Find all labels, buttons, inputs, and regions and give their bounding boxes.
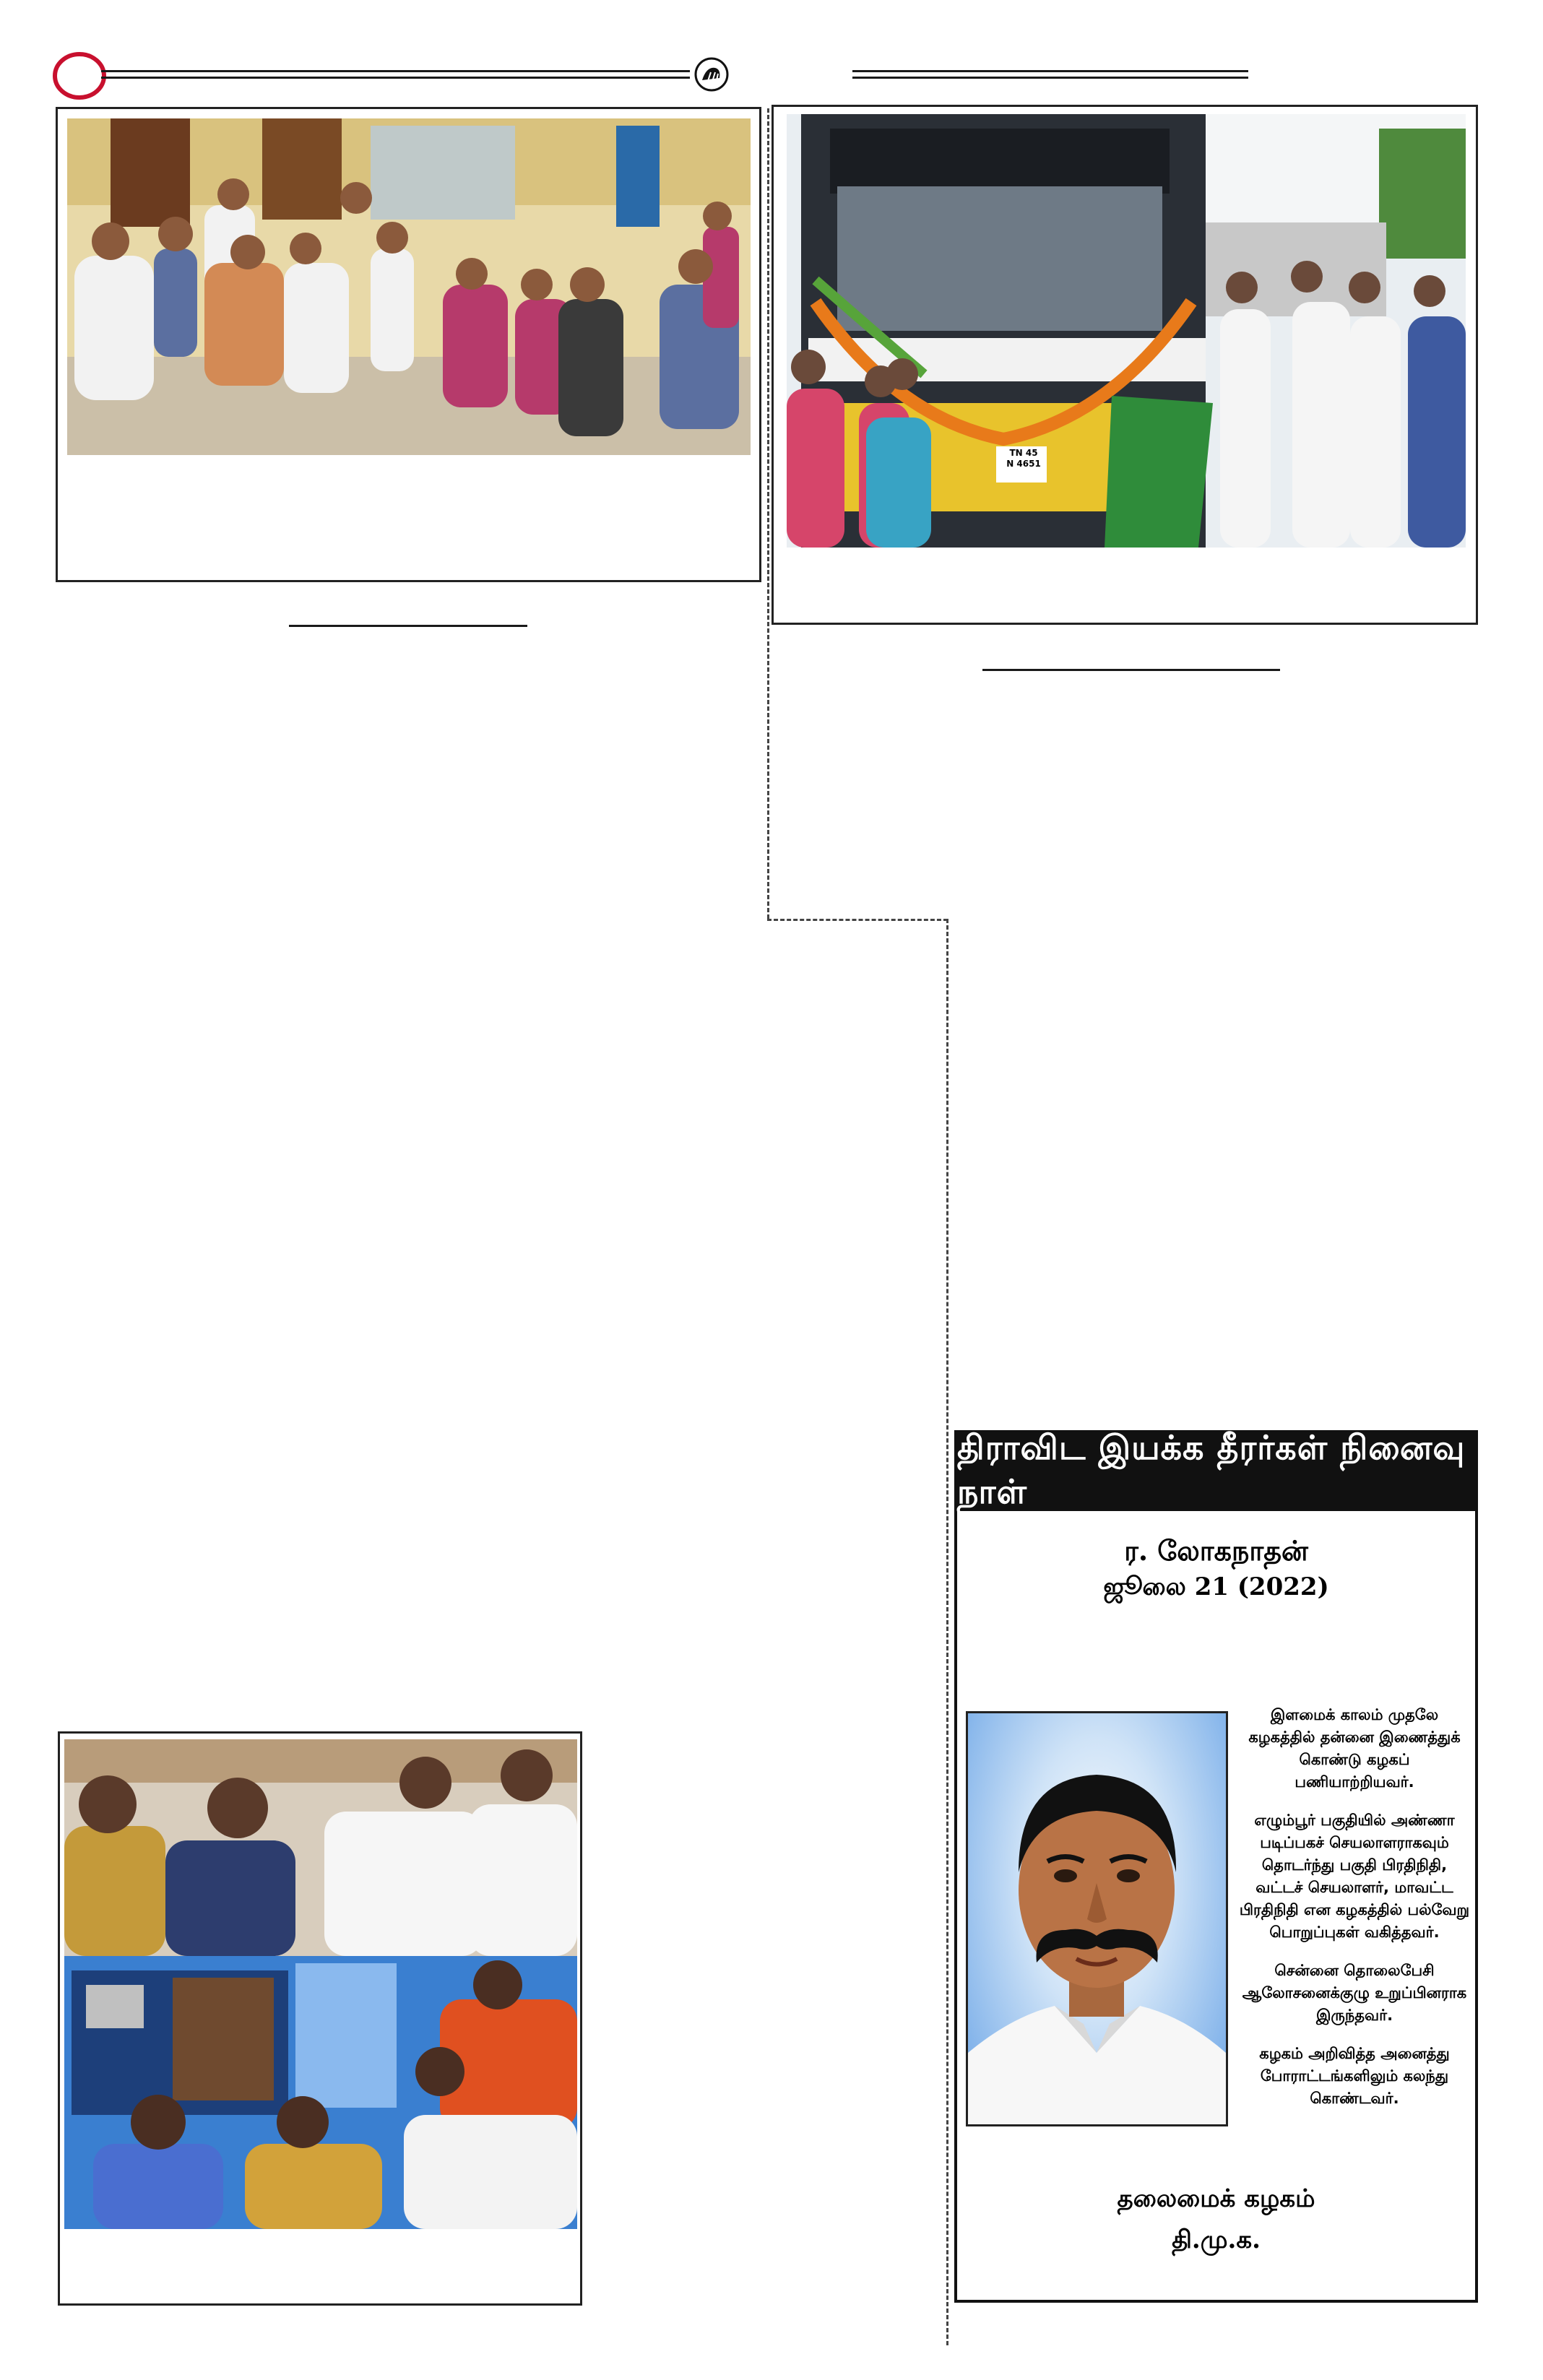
- red-circle-icon: [52, 51, 110, 101]
- obituary-portrait: [966, 1711, 1228, 2126]
- masthead-rule-top: [101, 70, 690, 72]
- column-divider-lower: [946, 919, 948, 2345]
- bus-plate: TN 45 N 4651: [1006, 448, 1041, 469]
- obituary-paragraph: சென்னை தொலைபேசி ஆலோசனைக்குழு உறுப்பினராக இருந்தவர்.: [1242, 1962, 1467, 2024]
- column-divider-step: [767, 919, 948, 921]
- column-divider-upper: [767, 108, 769, 919]
- obituary-paragraph: இளமைக் காலம் முதலே கழகத்தில் தன்னை இணைத்துக் கொண்டு கழகப் பணியாற்றியவர்.: [1248, 1706, 1461, 1791]
- obituary-organization: தலைமைக் கழகம்: [1117, 2184, 1315, 2213]
- separator-left-1: [289, 625, 527, 627]
- rising-sun-icon: [693, 56, 730, 92]
- obituary-date: ஜூலை 21 (2022): [1103, 1572, 1329, 1601]
- photo-women-survey: [64, 1739, 577, 2229]
- masthead-rule-bottom: [101, 77, 690, 79]
- obituary-notice: [954, 1430, 1478, 2303]
- photo-meeting-street: [67, 118, 751, 455]
- obituary-paragraph: எழும்பூர் பகுதியில் அண்ணா படிப்பகச் செயலாளராகவும் தொடர்ந்து பகுதி பிரதிநிதி, வட்டச் செயலாளர், மாவட்ட பிரதிநிதி என கழகத்தில் பல்வேறு பொறுப்புகள் வகித்தவர்.: [1239, 1812, 1470, 1941]
- obituary-party: தி.மு.க.: [1172, 2225, 1261, 2254]
- separator-right-1: [982, 669, 1280, 671]
- obituary-heading: திராவிட இயக்க தீரர்கள் நினைவு நாள்: [957, 1433, 1475, 1511]
- photo-bus-inauguration-frame: [772, 105, 1478, 625]
- masthead-rule-right-bottom: [852, 77, 1248, 79]
- obituary-person-name: ர. லோகநாதன்: [1124, 1534, 1308, 1567]
- masthead-rule-right-top: [852, 70, 1248, 72]
- photo-women-survey-frame: [58, 1731, 582, 2306]
- photo-meeting-street-frame: [56, 107, 761, 582]
- obituary-text: [1239, 1704, 1470, 2126]
- photo-bus-inauguration: [787, 114, 1466, 548]
- obituary-paragraph: கழகம் அறிவித்த அனைத்து போராட்டங்களிலும் கலந்து கொண்டவர்.: [1259, 2045, 1450, 2107]
- masthead: [0, 0, 1543, 101]
